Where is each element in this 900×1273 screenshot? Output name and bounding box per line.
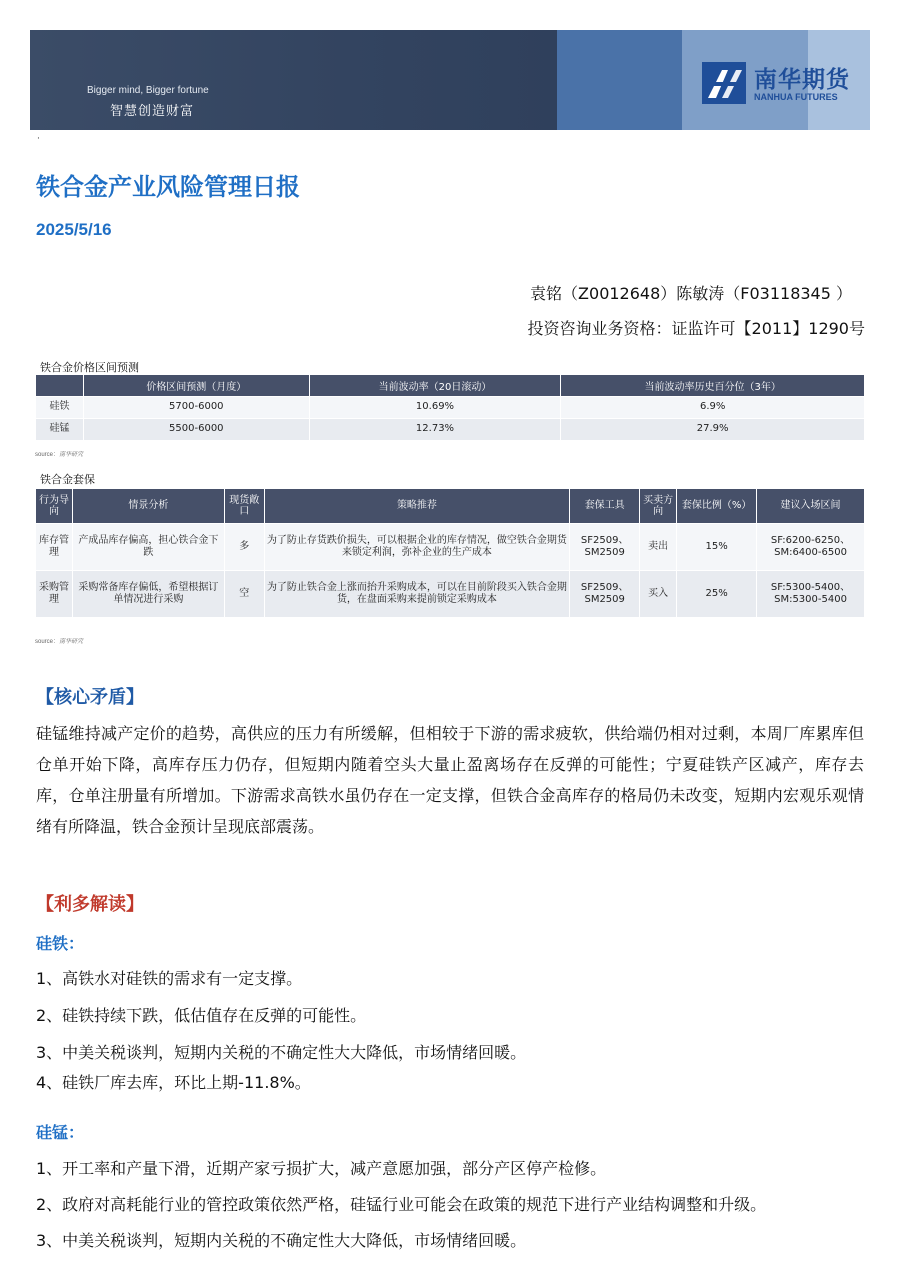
list-item: 2、政府对高耗能行业的管控政策依然严格，硅锰行业可能会在政策的规范下进行产业结构调整和升级。 [36,1195,767,1214]
table-cell: 采购管理 [36,571,73,618]
table-cell: 空 [224,571,264,618]
license-info: 投资咨询业务资格：证监许可【2011】1290号 [527,319,865,338]
list-item: 4、硅铁厂库去库，环比上期-11.8%。 [36,1073,311,1092]
slogan-english: Bigger mind, Bigger fortune [87,85,209,96]
source-value: 南华研究 [59,452,84,458]
list-item: 1、高铁水对硅铁的需求有一定支撑。 [36,969,303,988]
table-header-row [36,375,865,397]
table-cell: 买入 [640,571,677,618]
price-range-table [35,374,865,441]
bullish-heading: 【利多解读】 [36,894,144,915]
report-title: 铁合金产业风险管理日报 [36,173,300,201]
column-header: 套保比例（%） [677,489,757,524]
table-cell: 产成品库存偏高，担心铁合金下跌 [72,524,224,571]
logo-chinese-name: 南华期货 [754,67,850,93]
table-cell: SF:5300-5400、SM:5300-5400 [757,571,865,618]
hedging-table [35,488,865,618]
table-cell: 为了防止存货跌价损失，可以根据企业的库存情况，做空铁合金期货来锁定利润，弥补企业的生产成本 [264,524,570,571]
table-cell: 为了防止铁合金上涨而抬升采购成本，可以在目前阶段买入铁合金期货，在盘面采购来提前锁定采购成本 [264,571,570,618]
table-header-row [36,489,865,524]
table-cell: SF2509、SM2509 [570,524,640,571]
column-header: 策略推荐 [264,489,570,524]
list-item: 1、开工率和产量下滑，近期产家亏损扩大，减产意愿加强，部分产区停产检修。 [36,1159,607,1178]
source-label: source： [35,639,60,645]
slogan-chinese: 智慧创造财富 [110,104,195,119]
table-cell: SF2509、SM2509 [570,571,640,618]
list-item: 3、中美关税谈判，短期内关税的不确定性大大降低，市场情绪回暖。 [36,1043,527,1062]
hedging-table-caption: 铁合金套保 [40,473,95,486]
authors: 袁铭（Z0012648）陈敏涛（F03118345 ） [530,284,852,303]
table-cell: 25% [677,571,757,618]
list-item: 3、中美关税谈判，短期内关税的不确定性大大降低，市场情绪回暖。 [36,1231,527,1250]
report-date: 2025/5/16 [36,220,112,239]
table-row [36,571,865,618]
core-contradiction-text: 硅锰维持减产定价的趋势，高供应的压力有所缓解，但相较于下游的需求疲软，供给端仍相对过剩，本周厂库累库但仓单开始下降，高库存压力仍存，但短期内随着空头大量止盈离场存在反弹的可能性；宁夏硅铁产区减产，库存去库，仓单注册量有所增加。下游需求高铁水虽仍存在一定支撑，但铁合金高库存的格局仍未改变，短期内宏观乐观情绪有所降温，铁合金预计呈现底部震荡。 [36,724,864,836]
nanhua-logo-icon [702,62,746,104]
logo-english-name: NANHUA FUTURES [754,92,838,102]
company-logo [702,60,870,110]
column-header [36,375,84,397]
table-row [36,397,865,419]
source-value: 南华研究 [59,639,84,645]
table-cell: 库存管理 [36,524,73,571]
column-header: 当前波动率（20日滚动） [309,375,561,397]
silicon-manganese-subheading: 硅锰： [36,1123,85,1142]
column-header: 当前波动率历史百分位（3年） [561,375,865,397]
table1-source [35,449,83,458]
table-cell: 12.73% [309,419,561,441]
table-cell: 15% [677,524,757,571]
source-label: source： [35,452,60,458]
price-range-table-caption: 铁合金价格区间预测 [40,361,139,374]
table-cell: 6.9% [561,397,865,419]
table-cell: 硅锰 [36,419,84,441]
table-cell: 5700-6000 [83,397,309,419]
table-cell: 硅铁 [36,397,84,419]
table-cell: 多 [224,524,264,571]
table-cell: 27.9% [561,419,865,441]
column-header: 行为导向 [36,489,73,524]
table-cell: SF:6200-6250、SM:6400-6500 [757,524,865,571]
banner-segment-mid [557,30,682,130]
stray-dot: · [37,134,40,144]
table-cell: 10.69% [309,397,561,419]
silicon-iron-subheading: 硅铁： [36,934,85,953]
header-banner [30,30,870,130]
table-row [36,419,865,441]
column-header: 建议入场区间 [757,489,865,524]
list-item: 2、硅铁持续下跌，低估值存在反弹的可能性。 [36,1006,367,1025]
table2-source [35,636,83,645]
column-header: 买卖方向 [640,489,677,524]
table-cell: 5500-6000 [83,419,309,441]
core-contradiction-heading: 【核心矛盾】 [36,687,144,708]
column-header: 情景分析 [72,489,224,524]
table-cell: 卖出 [640,524,677,571]
table-cell: 采购常备库存偏低，希望根据订单情况进行采购 [72,571,224,618]
column-header: 现货敞口 [224,489,264,524]
table-row [36,524,865,571]
column-header: 套保工具 [570,489,640,524]
column-header: 价格区间预测（月度） [83,375,309,397]
